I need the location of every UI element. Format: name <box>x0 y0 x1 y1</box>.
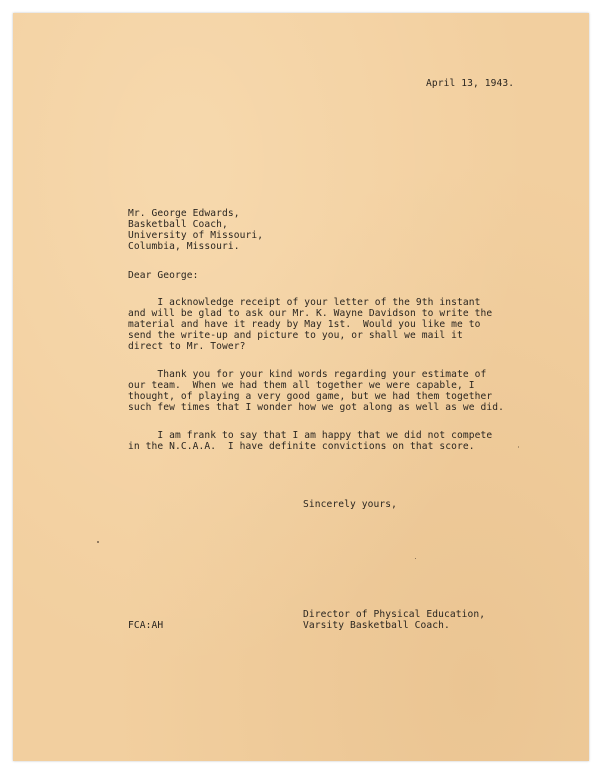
signature-title-line: Varsity Basketball Coach. <box>303 620 450 631</box>
body-line: Thank you for your kind words regarding your estimate of <box>128 369 487 380</box>
signature-title-line: Director of Physical Education, <box>303 609 486 620</box>
letter-page <box>13 13 589 761</box>
body-line: I acknowledge receipt of your letter of the 9th instant <box>128 297 481 308</box>
body-line: in the N.C.A.A. I have definite convictions on that score. <box>128 441 475 452</box>
body-line: thought, of playing a very good game, but we had them together <box>128 391 493 402</box>
body-line: I am frank to say that I am happy that we did not compete <box>128 430 493 441</box>
salutation: Dear George: <box>128 270 199 281</box>
body-line: send the write-up and picture to you, or shall we mail it <box>128 330 463 341</box>
body-line: and will be glad to ask our Mr. K. Wayne Davidson to write the <box>128 308 493 319</box>
body-line: direct to Mr. Tower? <box>128 341 246 352</box>
typist-initials: FCA:AH <box>128 620 164 631</box>
body-line: material and have it ready by May 1st. Would you like me to <box>128 319 481 330</box>
paper-speck <box>415 558 416 559</box>
recipient-line: University of Missouri, <box>128 230 264 241</box>
letter-date: April 13, 1943. <box>426 78 515 89</box>
recipient-line: Mr. George Edwards, <box>128 208 240 219</box>
paper-speck <box>518 446 519 448</box>
body-line: such few times that I wonder how we got along as well as we did. <box>128 402 505 413</box>
closing: Sincerely yours, <box>303 499 398 510</box>
body-line: our team. When we had them all together we were capable, I <box>128 380 475 391</box>
recipient-line: Columbia, Missouri. <box>128 241 240 252</box>
paper-speck <box>97 541 99 543</box>
recipient-line: Basketball Coach, <box>128 219 228 230</box>
